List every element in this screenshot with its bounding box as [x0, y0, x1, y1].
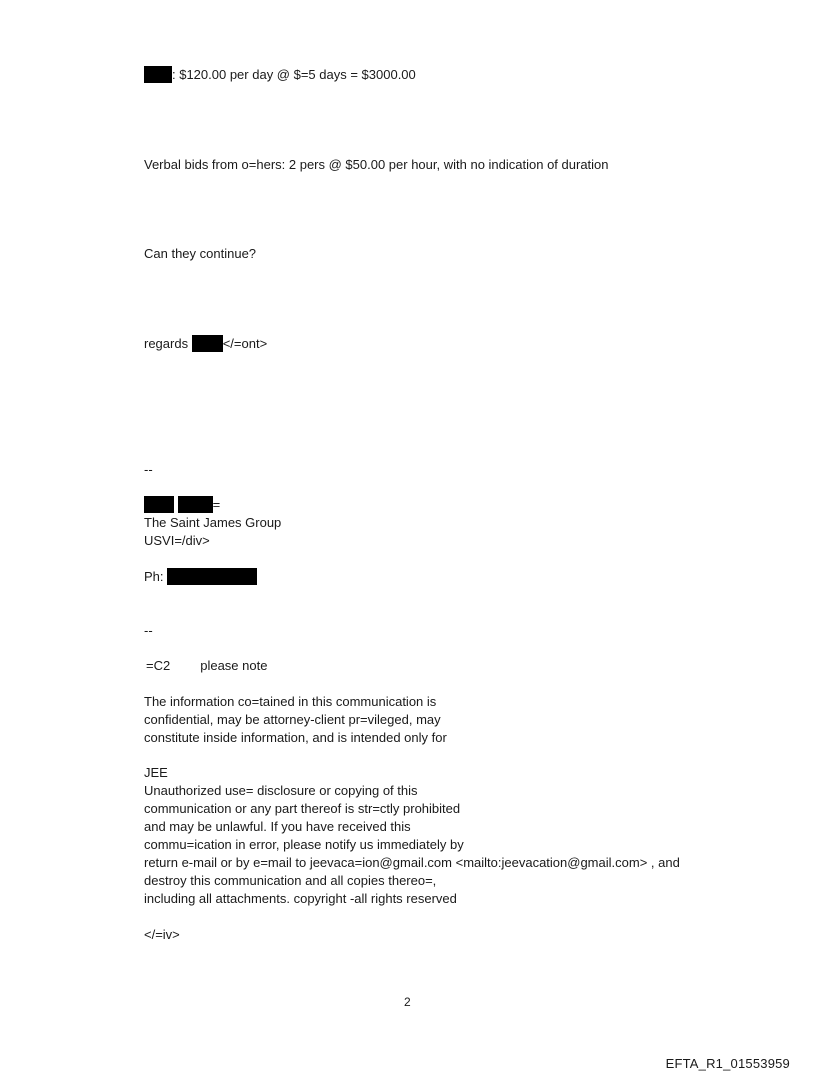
disclaimer-line: and may be unlawful. If you have received this	[144, 819, 411, 834]
redacted-phone	[167, 568, 257, 585]
disclaimer-line: confidential, may be attorney-client pr=vileged, may	[144, 712, 441, 727]
note-line	[146, 657, 267, 675]
redacted-name	[144, 66, 172, 83]
name-suffix: =	[212, 497, 221, 512]
disclaimer-separator: --	[144, 623, 153, 638]
signature-company: The Saint James Group	[144, 515, 282, 530]
regards-suffix: </=ont>	[222, 336, 268, 351]
disclaimer-line: constitute inside information, and is intended only for	[144, 730, 447, 745]
signature-location: USVI=/div>	[144, 533, 210, 548]
rate-line	[144, 66, 416, 84]
redacted-sender	[192, 335, 223, 352]
disclaimer-line: destroy this communication and all copies thereo=,	[144, 873, 437, 888]
disclaimer-line: including all attachments. copyright -all rights reserved	[144, 891, 457, 906]
regards-prefix: regards	[144, 336, 189, 351]
document-id: EFTA_R1_01553959	[665, 1056, 790, 1071]
regards-line	[144, 335, 267, 353]
verbal-bids-line: Verbal bids from o=hers: 2 pers @ $50.00 per hour, with no indication of duration	[144, 157, 609, 172]
signature-phone-line	[144, 568, 257, 586]
page-number: 2	[404, 995, 411, 1009]
disclaimer-line: commu=ication in error, please notify us immediately by	[144, 837, 464, 852]
note-prefix: =C2	[146, 658, 171, 673]
rate-text: : $120.00 per day @ $=5 days = $3000.00	[172, 67, 416, 82]
disclaimer-line: Unauthorized use= disclosure or copying of this	[144, 783, 418, 798]
redacted-first-name	[144, 496, 174, 513]
question-line: Can they continue?	[144, 246, 257, 261]
disclaimer-line-email: return e-mail or by e=mail to jeevaca=ion@gmail.com <mailto:jeevacation@gmail.com> , and	[144, 855, 680, 870]
signature-name-line	[144, 496, 220, 514]
disclaimer-recipient: JEE	[144, 765, 168, 780]
signature-separator: --	[144, 462, 153, 477]
disclaimer-line: The information co=tained in this communication is	[144, 694, 437, 709]
note-label: please note	[200, 658, 268, 673]
closing-tag: </=iv>	[144, 927, 180, 942]
phone-label: Ph:	[144, 569, 164, 584]
redacted-last-name	[178, 496, 213, 513]
disclaimer-line: communication or any part thereof is str=ctly prohibited	[144, 801, 461, 816]
